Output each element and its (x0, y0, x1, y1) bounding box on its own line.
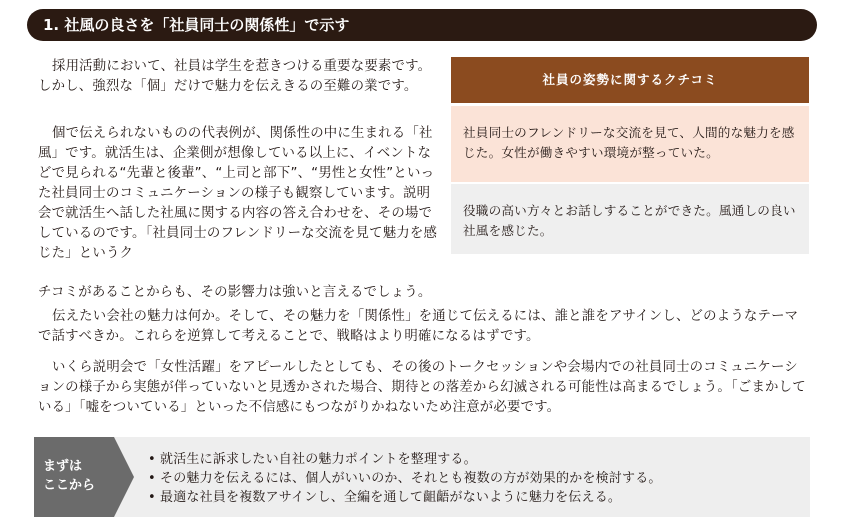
paragraph-1-text: 採用活動において、社員は学生を惹きつける重要な要素です。しかし、強烈な「個」だけで魅力を伝えきるの至難の業です。 (38, 59, 432, 94)
review-item-open-culture: 役職の高い方々とお話しすることができた。風通しの良い社風を感じた。 (451, 184, 809, 254)
paragraph-4 (38, 358, 810, 418)
action-item: • 就活生に訴求したい自社の魅力ポイントを整理する。 (148, 450, 662, 469)
section-title: 1. 社風の良さを「社員同士の関係性」で示す (43, 16, 350, 34)
paragraph-1 (38, 57, 438, 97)
paragraph-3-text: 伝えたい会社の魅力は何か。そして、その魅力を「関係性」を通じて伝えるには、誰と誰をアサインし、どのようなテーマで話すべきか。これらを逆算して考えることで、戦略はより明確になるはずです。 (38, 309, 799, 344)
paragraph-2 (38, 124, 438, 264)
review-panel-header: 社員の姿勢に関するクチコミ (451, 57, 809, 103)
action-item: • その魅力を伝えるには、個人がいいのか、それとも複数の方が効果的かを検討する。 (148, 469, 662, 488)
action-label: まずは ここから (43, 459, 96, 493)
review-panel (451, 57, 809, 254)
action-item: • 最適な社員を複数アサインし、全編を通して齟齬がないように魅力を伝える。 (148, 488, 662, 507)
paragraph-2-continuation: チコミがあることからも、その影響力は強いと言えるでしょう。 (38, 285, 432, 300)
review-item-friendly-exchange: 社員同士のフレンドリーな交流を見て、人間的な魅力を感じた。女性が働きやすい環境が整っていた。 (451, 106, 809, 182)
paragraph-4-text: いくら説明会で「女性活躍」をアピールしたとしても、その後のトークセッションや会場内での社員同士のコミュニケーションの様子から実態が伴っていないと見透かされた場合、期待との落差から幻滅される可能性は高まるでしょう。「ごまかしている」「嘘をついている」といった不信感にもつながりかねないため注意が必要です。 (38, 360, 806, 415)
action-box (34, 437, 810, 517)
paragraph-2-text: 個で伝えられないものの代表例が、関係性の中に生まれる「社風」です。就活生は、企業側が想像している以上に、イベントなどで見られる“先輩と後輩”、“上司と部下”、“男性と女性”といった社員同士のコミュニケーションの様子も観察しています。説明会で就活生へ話した社風に関する内容の答え合わせを、その場でしているのです。「社員同士のフレンドリーな交流を見て魅力を感じた」というク (38, 126, 438, 261)
paragraph-3 (38, 307, 810, 347)
action-label-tab (34, 437, 134, 517)
section-heading-bar (27, 9, 817, 41)
action-list (148, 450, 662, 507)
